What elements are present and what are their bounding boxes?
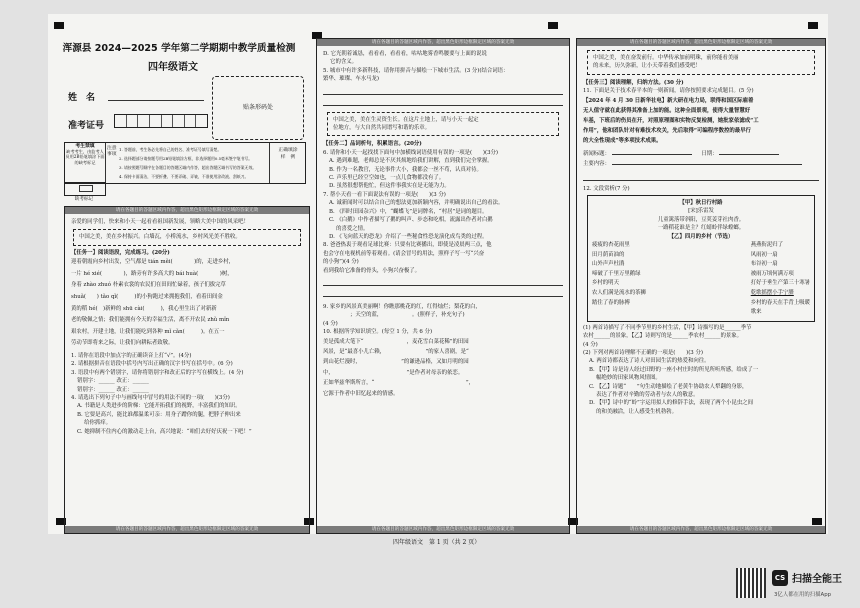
fill-line: 风景，是“最喜小儿亡赖， ”的家人喜剧，是“ xyxy=(323,348,469,355)
option: B. 【甲】诗是诗人经过田野的一座小村庄时的所见所听所感，给成了一 xyxy=(589,366,759,373)
poem-b-line: 农人们满是流水的茶狮 xyxy=(592,290,646,297)
notice-cell xyxy=(65,143,106,183)
warning-strip-bottom: 请在各题目的答题区域内作答，超出黑色矩形边框限定区域的答案无效 xyxy=(317,526,569,533)
option: 给你抓痒。 xyxy=(77,420,112,427)
warning-strip-top: 请在各题目的答题区域内作答，超出黑色矩形边框限定区域的答案无效 xyxy=(65,207,309,214)
poem-b-left xyxy=(592,241,646,318)
poem-b-line: 被雨万顷何满万项 xyxy=(750,270,794,277)
question-3-fill[interactable]: 错别字：______ 改正：______ xyxy=(77,386,149,393)
news-title-label: 新闻标题： xyxy=(583,150,610,157)
absent-checkbox[interactable] xyxy=(79,185,93,192)
question-12-1-cont: 农村______的景象，【乙】诗则写的是______季农村______的景象。 xyxy=(583,333,743,340)
passage xyxy=(71,257,303,350)
question-11: 11. 下面是关于技术春平本的一则新闻，请你按照要求完成题目。(5 分) xyxy=(583,88,754,95)
date-label: 日期： xyxy=(701,150,718,157)
answer-sheet xyxy=(48,14,828,546)
answer-line[interactable] xyxy=(323,84,563,95)
warning-strip-bottom: 请在各题目的答题区域内作答，超出黑色矩形边框限定区域的答案无效 xyxy=(65,526,309,533)
fill-line: 到山花烂漫时， ”的谦逊品格，又如月明的园 xyxy=(323,359,469,366)
poem-b-line: 乾歌摇摆小手宁腊 xyxy=(750,290,794,297)
poem-b-title: 【乙】四月的乡村（节选） xyxy=(668,233,734,240)
exam-title: 浑源县 2024—2025 学年第二学期期中教学质量检测 xyxy=(62,43,296,54)
option: C. 【乙】诗题“ ”句生动地描绘了老黄牛协助农人犁翻的身影， xyxy=(589,383,748,390)
rule-line: 3. 请按照题号顺序在各题目的答题区域内作答，超出答题区域书写的答案无效。 xyxy=(119,165,257,170)
poem-b-line: 踏住了春的脉搏 xyxy=(592,299,630,306)
news-line: 【2024 年 4 月 30 日新华社电】新大研在电力局，联得和国区际雇着 xyxy=(583,97,754,104)
question-4: 4. 请选出下列句子中与画线句中冒号的用法不同的一项( )(3分) xyxy=(71,395,230,401)
question-9-cont: ；天空的蓝， 。(照样子，补充句子) xyxy=(323,312,465,319)
option: 的和美融洽，让人感受生机勃勃。 xyxy=(589,408,677,415)
subject-row xyxy=(583,160,819,170)
notice-text: 缺考考生，由监考人员用2B铅笔填涂下面的缺考标记 xyxy=(65,149,105,165)
poem-b-body xyxy=(592,241,810,318)
option: B. 作为一名教官，无论事件大小，我都会一丝不苟，认真对待。 xyxy=(329,166,482,173)
news-line: 作用”，他和团队针对有难技术攻关，先后取得“可编程序数控的最早行 xyxy=(583,127,751,134)
poem-b-line: 打好于垂生产第三十寒暑 xyxy=(750,280,810,287)
quote-box-3 xyxy=(587,50,815,75)
question-12-1: (1) 两首诗描写了不同季节里的乡村生活，【甲】诗描写的是______季节 xyxy=(583,324,752,331)
quote-text: 位地方，与大自然共同谱写和谐的乐章。 xyxy=(333,125,431,132)
question-1: 1. 请你在语段中加点字的正确读音上打“√”。(4分) xyxy=(71,352,192,359)
poem-b-line: 田月荫苗油的 xyxy=(592,251,625,258)
option: C. 她抑制不住内心的激动走上台，高兴地说：“咱们去好好庆祝一下吧！” xyxy=(77,428,252,435)
name-label: 姓 名 xyxy=(68,93,96,103)
question-7: 7. 帮小天看一看下面说法有误的一项是( )(3 分) xyxy=(323,191,446,198)
option: 的喜爱之情。 xyxy=(329,225,369,232)
option: C. 《白鹅》中作者描写了鹅的叫声、步态和吃相，流露出作者对白鹅 xyxy=(329,217,493,224)
question-10: 10. 根据所学知识填空。(每空 1 分，共 6 分) xyxy=(323,329,433,336)
fill-line: 美是孤成大笔下“ ，麦花雪白菜花稀”的田园 xyxy=(323,338,469,345)
news-title-row xyxy=(583,150,819,160)
answer-line[interactable] xyxy=(323,275,563,286)
passage-line: 黄的稻 hé( )新鲜的 shū cài( )，我心里生出了对新新 xyxy=(71,305,217,312)
question-8-example: 看到我给它准备的骨头，小狗兴奋极了。 xyxy=(323,267,421,274)
option: B. 《四时田园杂兴》中，“蝴蝶飞”是词牌名，“村居”是词的题目。 xyxy=(329,208,488,215)
answer-region-2 xyxy=(316,38,570,534)
option: A. 书籍是人类进步的阶梯：它能开拓我们的视野，丰富我们的知识。 xyxy=(77,403,241,410)
poem-a-author: [宋]乐雷发 xyxy=(688,208,714,215)
poem-a-title: 【甲】秋日行村路 xyxy=(679,200,723,207)
question-10-lines xyxy=(323,337,563,399)
warning-strip-top: 请在各题目的答题区域内作答，超出黑色矩形边框限定区域的答案无效 xyxy=(577,39,825,46)
task1-heading: 【任务一】阅读语段，完成练习。(20分) xyxy=(71,249,170,256)
date-field[interactable] xyxy=(719,154,779,155)
rule-line: 1. 答题前，考生务必先将自己的姓名、准考证号填写清楚。 xyxy=(119,147,222,152)
quote-text: 的未来，历久弥新，让小天带着我们感受吧！ xyxy=(593,63,701,70)
poem-b-line: 乡村的明天 xyxy=(592,280,619,287)
poem-b-line: 风雨初一扇 xyxy=(750,251,778,258)
question-9-score: (4 分) xyxy=(323,320,338,327)
option: D. 【甲】诗中的“蛉”字运用拟人的修辞手法，表现了两个小昆虫之间 xyxy=(589,400,754,407)
passage-line: 老的敬佩之情；我们能拥有今天的幸福生活，离不开农民 zhǔ mǐn xyxy=(71,317,230,324)
option: A. 两首诗都表达了诗人对田园生活的热爱和向往。 xyxy=(589,358,710,365)
barcode-label: 贴条形码处 xyxy=(242,104,273,111)
name-field[interactable] xyxy=(108,100,204,101)
passage-line: 迎着朝霞向乡村出发，空气都是 tián měi( )的，走进乡村， xyxy=(71,259,235,266)
option: 表达了作者对辛勤的劳动者与农人的敬意。 xyxy=(589,392,699,399)
question-3-fill[interactable]: 错别字：______ 改正：______ xyxy=(77,378,149,385)
exam-no-label: 准考证号 xyxy=(68,121,105,131)
passage-line: 身着 zhào zhuó 朴素衣裳的农民们在田间忙碌着，孩子们拔完草 xyxy=(71,282,226,289)
option: A. 诚新闻时可以结合自己的想法更加新颖内容，并明确说出自己的看法。 xyxy=(329,200,504,207)
poem-b-line: 燕燕衔泥归了 xyxy=(750,242,784,249)
news-line: 无人值守就在此获得其准备上加的能。这种全面景观，使得大量智慧好 xyxy=(583,107,751,114)
poem-b-right xyxy=(751,241,810,318)
rules-list xyxy=(119,145,265,181)
column-1 xyxy=(48,14,310,534)
option: D. 虽然很想帮他忙，但这件事我实在是无能为力。 xyxy=(329,183,450,190)
news-passage xyxy=(583,96,819,146)
poem-a-line: 儿童篱落带斜阳，豆荚姜芽社肉香。 xyxy=(657,216,745,223)
poem-b-line: 乡村的春天在手背上吸暖 xyxy=(750,299,810,306)
barcode-area xyxy=(212,76,304,140)
news-line: 的大全性现成”等多项技术成果。 xyxy=(583,137,662,144)
rule-line: 2. 选择题部分请按题号用2B铅笔填涂方框，非选择题用0.5毫米签字笔书写。 xyxy=(119,156,253,161)
fill-line: 正如华兹华斯所言，“ ”， xyxy=(323,380,475,387)
task2-heading: 【任务二】品词析句，积累语言。(20分) xyxy=(323,141,422,148)
poem-box xyxy=(587,195,815,322)
fill-example-cell xyxy=(269,143,306,183)
news-line: 车基，下班后的伤员在开，对照原理图和实物反复检测，她批家依滤成“工 xyxy=(583,117,759,124)
question-12-1-score: (4 分) xyxy=(583,341,598,348)
question-6: 6. 请你和小天一起找找下面句中加横线词语使用有误的一项是( )(3分) xyxy=(323,149,499,156)
question-8-cont: 的小狗”)(4 分) xyxy=(323,259,359,266)
answer-line[interactable] xyxy=(583,170,819,181)
scanner-logo-icon: CS xyxy=(772,570,788,586)
poem-b-line: 山外声声杜鹃 xyxy=(592,261,625,268)
question-8: 8. 爸爸热衷于观看足球比赛：只要有比赛播出，即使是凌晨两三点，他 xyxy=(323,242,492,249)
passage-line: shuǎ( ) tǎo qǐ( )的小狗跑过来拥抱我们，看着田间金 xyxy=(71,294,223,300)
option: 幅绝妙的田家风物风情图。 xyxy=(589,375,661,382)
rules-label: 注意事项 xyxy=(107,146,117,157)
subject-label: 主要内容： xyxy=(583,160,610,167)
answer-region-3 xyxy=(576,38,826,534)
question-8-cont: 也会守在电视机前等着观看。(请会冒号的用法，照样子写一写“兴奋 xyxy=(323,250,485,257)
answer-line[interactable] xyxy=(323,95,563,106)
poem-a-line: 一路稻花谁是主？红蜻蛉伴绿螳螂。 xyxy=(657,225,745,232)
poem-b-line: 疲疲的杏花雨里 xyxy=(592,242,630,249)
question-3: 3. 语段中有两个错别字，请你将错别字和改正后的字写在横线上。(4 分) xyxy=(71,369,244,376)
fill-line: 它源于作者中旧忆起来的情感。 xyxy=(323,390,399,397)
poem-b-line: 布谷初一扇 xyxy=(750,261,778,268)
question-12-2: (2) 下列对两首诗理解不正确的一项是( )(3 分) xyxy=(583,350,703,357)
question-4-d-cont: 它的含义。 xyxy=(323,59,358,66)
fill-line: 中， ”是作者对母亲的依恋。 xyxy=(323,369,464,376)
question-12: 12. 文段赏析(7 分) xyxy=(583,185,630,192)
subject-field[interactable] xyxy=(612,164,802,165)
absent-mark-box[interactable] xyxy=(64,182,106,196)
rule-line: 4. 保持卡面清洁，不要折叠、不要弄破、弄皱，不准使用涂改液、刮纸刀。 xyxy=(119,174,249,179)
poem-b-line: 歌来 xyxy=(750,309,762,316)
quote-text: 中国之美，美在生灵资生长。在这片土地上，请与小天一起定 xyxy=(333,116,479,123)
option: C. 声乐里已经空空如也，一点儿食物都没有了。 xyxy=(329,175,445,182)
passage-line: 一片 hé xié( )，路旁有许多高大的 bái huà( )树， xyxy=(71,270,233,277)
column-3 xyxy=(576,14,828,534)
question-2: 2. 请根据拼音在语段中括号内写出正确的汉字书写在括号中。(6 分) xyxy=(71,361,233,368)
quote-box-1 xyxy=(73,229,301,245)
quote-box-2 xyxy=(327,112,559,137)
passage-line: 劳动节即将来之际，让我们向耕耘者致敬。 xyxy=(71,340,174,347)
qr-code-icon xyxy=(736,568,766,598)
subject-title: 四年级语文 xyxy=(148,62,198,73)
scanner-subtitle: 3亿人都在用的扫描App xyxy=(774,592,832,598)
answer-line[interactable] xyxy=(323,286,563,297)
question-9: 9. 家乡的风景真美丽啊！你瞧那桃花的红，红得灿烂；梨花的白， xyxy=(323,303,481,310)
question-5-words: 繁华、璀璨、车水马龙) xyxy=(323,76,380,83)
warning-strip-top: 请在各题目的答题区域内作答，超出黑色矩形边框限定区域的答案无效 xyxy=(317,39,569,46)
warning-strip-bottom: 请在各题目的答题区域内作答，超出黑色矩形边框限定区域的答案无效 xyxy=(577,526,825,533)
question-5: 5. 城市中有许多新科技，请你用拼音与描绘一下城市生活。(3 分)(结合词语： xyxy=(323,67,509,74)
rules-box xyxy=(64,142,306,184)
option: A. 遇到难题，老师总是不厌其烦地给我们讲解，直到我们完全掌握。 xyxy=(329,158,493,165)
fill-example-label: 正确填涂 xyxy=(278,148,298,153)
poem-b-line: 啼破了千里万里鹅绿 xyxy=(592,270,641,277)
news-title-field[interactable] xyxy=(612,154,692,155)
exam-no-boxes[interactable] xyxy=(114,114,208,128)
answer-region-1 xyxy=(64,206,310,534)
quote-text: 中国之美，美在乡村振兴。白墙瓦，小桥流水，乡村风光美不胜收。 xyxy=(79,234,241,241)
option: D. 《飞向蓝天的恐龙》介绍了一些秘食性恐龙演化成鸟类的过程。 xyxy=(329,233,488,240)
task3-heading: 【任务三】阅读理解，归纳方法。(30 分) xyxy=(583,79,684,86)
option: B. 它要是高兴，能比谁都温柔可亲：用身子蹭你的腿，把脖子伸出来 xyxy=(77,411,241,418)
absent-mark-label: 缺考标记 xyxy=(74,197,94,202)
passage-line: 艰农村，开建土地，让我们能吃到各种 mǐ cǎn( )。在五一 xyxy=(71,328,225,335)
intro-text: 亲爱的同学们，快来和小天一起看看祖国新发展，领略大美中国的风采吧！ xyxy=(71,219,249,225)
page-info: 四年级语文 第 1 页（共 2 页） xyxy=(393,539,481,546)
fill-example-sub: 样 例 xyxy=(280,155,296,160)
scanner-name: 扫描全能王 xyxy=(792,574,842,585)
notice-label: 考生禁填 xyxy=(75,143,95,149)
question-4-d: D. 它光朝着诚恳，看看看，看看看，咕咕地雾香鸣腰要与上面的说说 xyxy=(323,51,487,57)
column-2 xyxy=(314,14,572,534)
quote-text: 中国之美，美在奋发前行。中华传承加前明珠，前你能看美丽 xyxy=(593,55,739,61)
